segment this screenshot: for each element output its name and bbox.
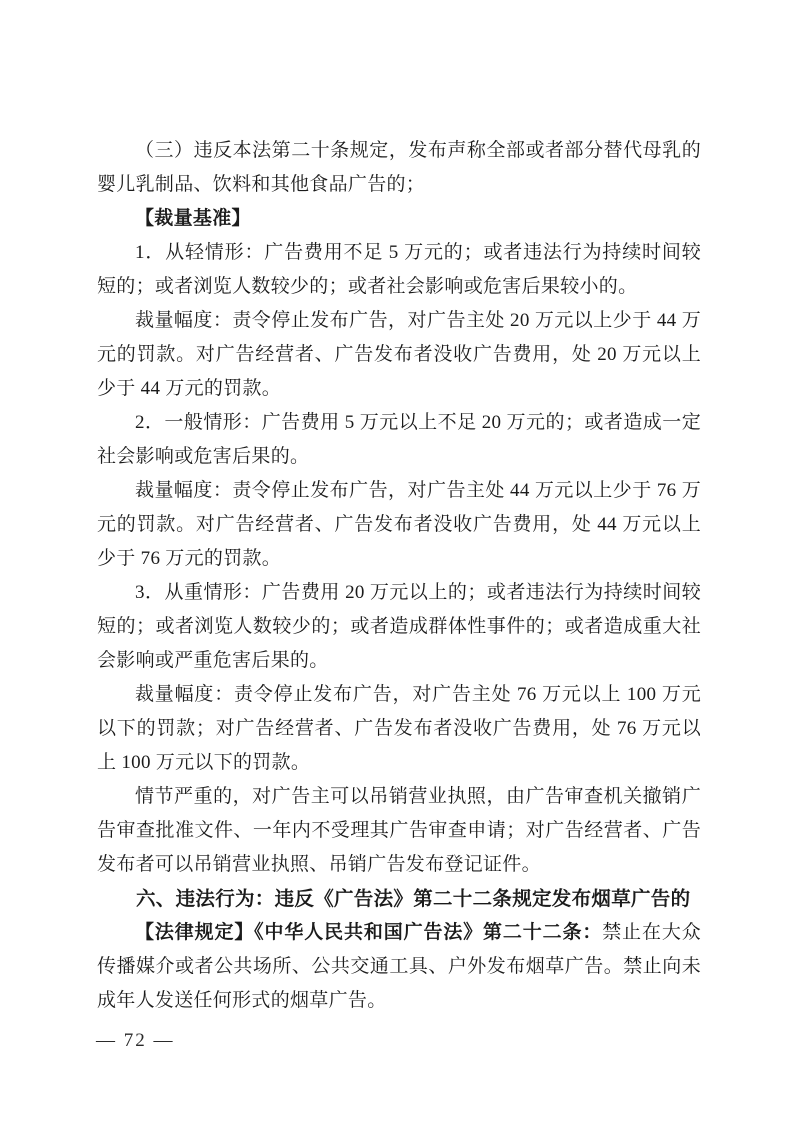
- paragraph-severe-circumstance: 3．从重情形：广告费用 20 万元以上的；或者违法行为持续时间较短的；或者浏览人数较少的；或者造成群体性事件的；或者造成重大社会影响或严重危害后果的。: [97, 582, 701, 671]
- paragraph-legal-provision: [97, 916, 701, 1018]
- paragraph-lenient-discretion-range: 裁量幅度：责令停止发布广告，对广告主处 20 万元以上少于 44 万元的罚款。对广告经营者、广告发布者没收广告费用，处 20 万元以上少于 44 万元的罚款。: [97, 310, 701, 399]
- legal-provision-label: 【法律规定】《中华人民共和国广告法》第二十二条：: [135, 922, 603, 943]
- paragraph-general-circumstance: 2．一般情形：广告费用 5 万元以上不足 20 万元的；或者造成一定社会影响或危害后果的。: [97, 412, 701, 467]
- heading-violation-6-tobacco-ads: 六、违法行为：违反《广告法》第二十二条规定发布烟草广告的: [136, 888, 691, 910]
- section-label-discretion-basis: 【裁量基准】: [135, 208, 251, 229]
- paragraph-violation-item-3: （三）违反本法第二十条规定，发布声称全部或者部分替代母乳的婴儿乳制品、饮料和其他食品广告的；: [97, 140, 701, 195]
- paragraph-general-discretion-range: 裁量幅度：责令停止发布广告，对广告主处 44 万元以上少于 76 万元的罚款。对广告经营者、广告发布者没收广告费用，处 44 万元以上少于 76 万元的罚款。: [97, 480, 701, 569]
- document-body: [97, 134, 701, 1018]
- legal-provision-text: 禁止在大众传播媒介或者公共场所、公共交通工具、户外发布烟草广告。禁止向未成年人发送任何形式的烟草广告。: [97, 922, 701, 1011]
- paragraph-lenient-circumstance: 1．从轻情形：广告费用不足 5 万元的；或者违法行为持续时间较短的；或者浏览人数较少的；或者社会影响或危害后果较小的。: [97, 242, 701, 297]
- page-number: — 72 —: [96, 1030, 175, 1051]
- paragraph-serious-consequences: 情节严重的，对广告主可以吊销营业执照，由广告审查机关撤销广告审查批准文件、一年内不受理其广告审查申请；对广告经营者、广告发布者可以吊销营业执照、吊销广告发布登记证件。: [97, 786, 701, 875]
- paragraph-severe-discretion-range: 裁量幅度：责令停止发布广告，对广告主处 76 万元以上 100 万元以下的罚款；对广告经营者、广告发布者没收广告费用，处 76 万元以上 100 万元以下的罚款。: [97, 684, 701, 773]
